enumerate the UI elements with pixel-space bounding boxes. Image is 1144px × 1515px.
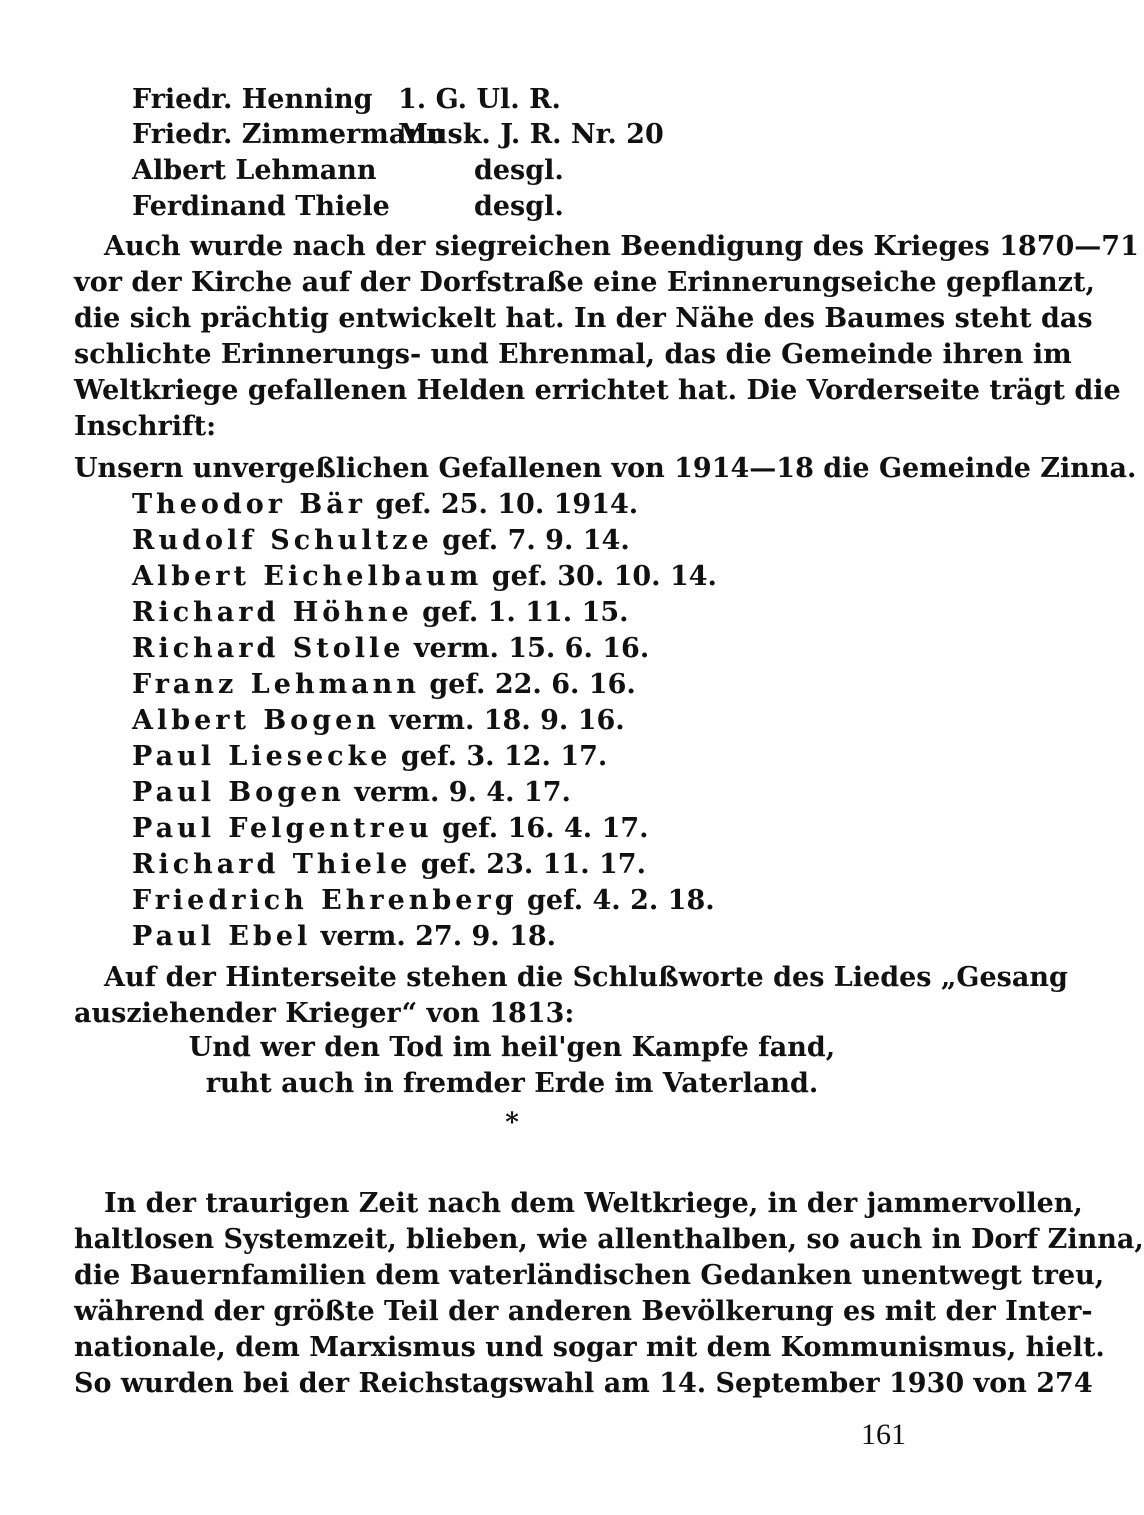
fallen-name: Franz Lehmann [132, 669, 420, 700]
fallen-entry [132, 703, 625, 739]
fallen-entry [132, 523, 630, 559]
fallen-name: Friedrich Ehrenberg [132, 885, 518, 916]
honor-unit: desgl. [474, 191, 564, 222]
verse-line: Und wer den Tod im heil'gen Kampfe fand, [188, 1032, 836, 1063]
text-line: Auch wurde nach der siegreichen Beendigung des Krieges 1870—71 [104, 231, 1139, 262]
fallen-name: Albert Eichelbaum [132, 561, 483, 592]
fallen-detail: gef. 3. 12. 17. [400, 741, 608, 772]
honor-name: Friedr. Zimmermann [132, 119, 446, 150]
fallen-name: Theodor Bär [132, 489, 366, 520]
fallen-name: Paul Ebel [132, 921, 312, 952]
fallen-name: Richard Höhne [132, 597, 413, 628]
fallen-name: Albert Bogen [132, 705, 380, 736]
fallen-entry [132, 775, 571, 811]
fallen-entry [132, 883, 715, 919]
honor-name: Ferdinand Thiele [132, 191, 390, 222]
text-line: So wurden bei der Reichstagswahl am 14. September 1930 von 274 [74, 1368, 1093, 1399]
fallen-detail: verm. 18. 9. 16. [389, 705, 625, 736]
section-separator: * [505, 1108, 519, 1138]
fallen-entry [132, 559, 717, 595]
text-line: nationale, dem Marxismus und sogar mit dem Kommunismus, hielt. [74, 1332, 1105, 1363]
honor-name: Friedr. Henning [132, 84, 373, 115]
fallen-detail: gef. 16. 4. 17. [442, 813, 649, 844]
fallen-detail: gef. 4. 2. 18. [527, 885, 715, 916]
text-line: schlichte Erinnerungs- und Ehrenmal, das die Gemeinde ihren im [74, 339, 1072, 370]
text-line: die Bauernfamilien dem vaterländischen Gedanken unentwegt treu, [74, 1260, 1105, 1291]
fallen-name: Paul Felgentreu [132, 813, 433, 844]
fallen-detail: gef. 7. 9. 14. [442, 525, 630, 556]
fallen-detail: gef. 30. 10. 14. [491, 561, 717, 592]
fallen-entry [132, 739, 607, 775]
text-line: während der größte Teil der anderen Bevölkerung es mit der Inter- [74, 1296, 1093, 1327]
fallen-name: Richard Stolle [132, 633, 405, 664]
fallen-entry [132, 919, 556, 955]
text-line: haltlosen Systemzeit, blieben, wie allenthalben, so auch in Dorf Zinna, [74, 1224, 1144, 1255]
verse-line: ruht auch in fremder Erde im Vaterland. [205, 1068, 819, 1099]
fallen-name: Paul Bogen [132, 777, 345, 808]
fallen-entry [132, 595, 629, 631]
fallen-name: Rudolf Schultze [132, 525, 433, 556]
text-line: Auf der Hinterseite stehen die Schlußworte des Liedes „Gesang [104, 962, 1068, 993]
fallen-detail: verm. 27. 9. 18. [320, 921, 557, 952]
fallen-entry [132, 667, 636, 703]
fallen-entry [132, 847, 646, 883]
honor-unit: Musk. J. R. Nr. 20 [398, 119, 664, 150]
fallen-detail: gef. 25. 10. 1914. [375, 489, 639, 520]
text-line: Weltkriege gefallenen Helden errichtet hat. Die Vorderseite trägt die [74, 375, 1121, 406]
inscription-heading: Unsern unvergeßlichen Gefallenen von 1914—18 die Gemeinde Zinna. [74, 453, 1137, 484]
fallen-name: Paul Liesecke [132, 741, 392, 772]
fallen-entry [132, 811, 649, 847]
text-line: ausziehender Krieger“ von 1813: [74, 998, 575, 1029]
honor-unit: desgl. [474, 155, 564, 186]
fallen-detail: verm. 15. 6. 16. [413, 633, 650, 664]
fallen-name: Richard Thiele [132, 849, 412, 880]
fallen-detail: gef. 1. 11. 15. [422, 597, 629, 628]
text-line: vor der Kirche auf der Dorfstraße eine Erinnerungseiche gepflanzt, [74, 267, 1095, 298]
page-number: 161 [861, 1418, 906, 1451]
fallen-entry [132, 487, 638, 523]
fallen-detail: verm. 9. 4. 17. [354, 777, 571, 808]
text-line: die sich prächtig entwickelt hat. In der Nähe des Baumes steht das [74, 303, 1093, 334]
text-line: Inschrift: [74, 411, 217, 442]
honor-unit: 1. G. Ul. R. [398, 84, 561, 115]
fallen-entry [132, 631, 649, 667]
fallen-detail: gef. 23. 11. 17. [420, 849, 646, 880]
honor-name: Albert Lehmann [132, 155, 377, 186]
text-line: In der traurigen Zeit nach dem Weltkriege, in der jammervollen, [104, 1188, 1083, 1219]
fallen-detail: gef. 22. 6. 16. [429, 669, 636, 700]
